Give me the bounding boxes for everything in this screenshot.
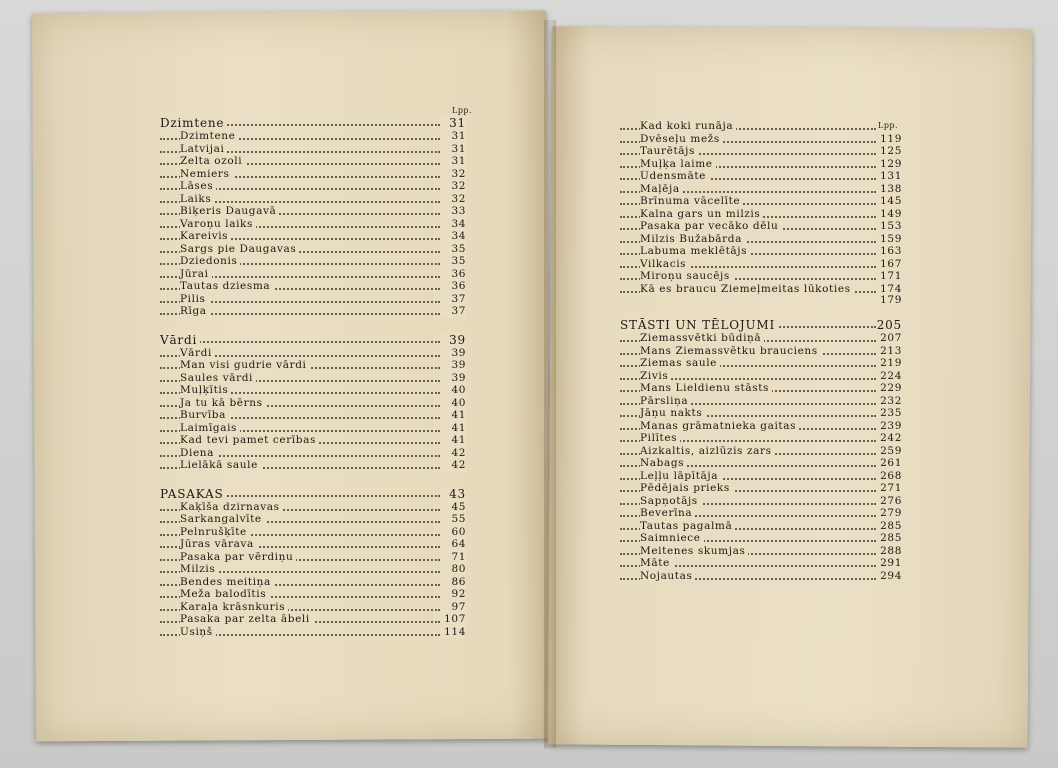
toc-entry xyxy=(160,205,466,218)
toc-entry xyxy=(160,563,466,576)
page-number: 153 xyxy=(876,220,902,233)
entry-title: Jūrai xyxy=(180,268,212,280)
page-number: 276 xyxy=(876,495,902,508)
entry-title: Diena xyxy=(180,447,217,459)
entry-title: Varoņu laiks xyxy=(180,218,256,230)
entry-title: Kareivis xyxy=(180,230,231,242)
page-number: 97 xyxy=(440,601,466,614)
page-number: 45 xyxy=(440,501,466,514)
entry-title: Pilītes xyxy=(640,432,680,444)
entry-title: Ūsiņš xyxy=(180,626,216,638)
entry-title: Latvijai xyxy=(180,143,227,155)
page-number: 31 xyxy=(440,130,466,143)
entry-title: Pārsliņa xyxy=(640,395,691,407)
page-number: 232 xyxy=(876,395,902,408)
toc-entry xyxy=(620,208,902,221)
page-number: 55 xyxy=(440,513,466,526)
entry-title: Kaķīša dzirnavas xyxy=(180,501,283,513)
page-number: 41 xyxy=(440,409,466,422)
page-number: 159 xyxy=(876,233,902,246)
entry-title: Biķeris Daugavā xyxy=(180,205,279,217)
section-title: PASAKAS xyxy=(160,487,227,501)
toc-left xyxy=(160,116,466,638)
toc-entry xyxy=(620,283,902,296)
toc-entry xyxy=(620,507,902,520)
entry-title: Ziemas saule xyxy=(640,357,720,369)
page-number: 167 xyxy=(876,258,902,271)
page-number: 39 xyxy=(440,347,466,360)
page-number: 107 xyxy=(440,613,466,626)
page-number: 207 xyxy=(876,332,902,345)
toc-entry xyxy=(620,120,902,133)
entry-title: Burvība xyxy=(180,409,229,421)
toc-entry xyxy=(160,397,466,410)
toc-entry xyxy=(160,168,466,181)
toc-entry xyxy=(620,158,902,171)
entry-title: Karaļa krāsnkuris xyxy=(180,601,288,613)
entry-title: Nojautas xyxy=(640,570,695,582)
toc-entry xyxy=(620,520,902,533)
page-number: 32 xyxy=(440,180,466,193)
toc-entry xyxy=(160,588,466,601)
toc-entry xyxy=(620,195,902,208)
page-number: 174 xyxy=(876,283,902,296)
entry-title: Mans Ziemassvētku brauciens xyxy=(640,345,821,357)
toc-entry xyxy=(160,422,466,435)
page-number: 131 xyxy=(876,170,902,183)
entry-title: Dvēseļu mežs xyxy=(640,133,723,145)
page-number: 34 xyxy=(440,230,466,243)
page-number: 149 xyxy=(876,208,902,221)
page-number: 41 xyxy=(440,422,466,435)
toc-entry xyxy=(620,445,902,458)
toc-entry xyxy=(620,357,902,370)
page-number: 235 xyxy=(876,407,902,420)
page-number: 279 xyxy=(876,507,902,520)
section-title: Vārdi xyxy=(160,333,200,347)
entry-title: Pilis xyxy=(180,293,209,305)
toc-entry xyxy=(160,130,466,143)
toc-entry xyxy=(620,395,902,408)
entry-title: Pēdējais prieks xyxy=(640,482,733,494)
page-number: 261 xyxy=(876,457,902,470)
entry-title: Kā es braucu Ziemeļmeitas lūkoties xyxy=(640,283,854,295)
page-number: 291 xyxy=(876,557,902,570)
entry-title: Ja tu kā bērns xyxy=(180,397,266,409)
entry-title: Labuma meklētājs xyxy=(640,245,750,257)
toc-entry xyxy=(160,526,466,539)
toc-section-heading xyxy=(160,487,466,501)
page-number: 42 xyxy=(440,447,466,460)
entry-title: Jāņu nakts xyxy=(640,407,705,419)
toc-entry xyxy=(620,407,902,420)
entry-title: Pelnrušķīte xyxy=(180,526,250,538)
page-number: 92 xyxy=(440,588,466,601)
page-number: 294 xyxy=(876,570,902,583)
page-number: 36 xyxy=(440,280,466,293)
page-number: 60 xyxy=(440,526,466,539)
page-number: 64 xyxy=(440,538,466,551)
toc-entry xyxy=(160,230,466,243)
toc-entry xyxy=(620,245,902,258)
entry-title: Lāses xyxy=(180,180,216,192)
entry-title: Beverīna xyxy=(640,507,695,519)
toc-entry xyxy=(160,447,466,460)
page-number: 34 xyxy=(440,218,466,231)
page-number: 31 xyxy=(440,155,466,168)
entry-title: Pasaka par vecāko dēlu xyxy=(640,220,781,232)
toc-entry xyxy=(160,280,466,293)
toc-entry xyxy=(620,432,902,445)
page-number: 37 xyxy=(440,305,466,318)
entry-title: Jūras vārava xyxy=(180,538,257,550)
page-number: 41 xyxy=(440,434,466,447)
toc-section-heading xyxy=(160,116,466,130)
toc-entry xyxy=(620,170,902,183)
entry-title: Tautas pagalmā xyxy=(640,520,735,532)
toc-entry xyxy=(160,434,466,447)
entry-title: Manas grāmatnieka gaitas xyxy=(640,420,799,432)
entry-title: Dziedonis xyxy=(180,255,240,267)
toc-entry xyxy=(160,143,466,156)
page-number: 39 xyxy=(440,333,466,347)
page-number: 163 xyxy=(876,245,902,258)
toc-entry xyxy=(620,382,902,395)
dot-leader xyxy=(160,333,440,343)
entry-title: Māte xyxy=(640,557,673,569)
toc-entry xyxy=(160,255,466,268)
toc-entry xyxy=(160,218,466,231)
page-number: 213 xyxy=(876,345,902,358)
page-number: 36 xyxy=(440,268,466,281)
entry-title: Bendes meitiņa xyxy=(180,576,274,588)
toc-entry xyxy=(160,459,466,472)
entry-title: Rīga xyxy=(180,305,210,317)
entry-title: Kad koki runāja xyxy=(640,120,736,132)
page-number: 239 xyxy=(876,420,902,433)
page-number: 285 xyxy=(876,520,902,533)
page-number: 32 xyxy=(440,193,466,206)
toc-entry xyxy=(620,470,902,483)
toc-entry xyxy=(160,409,466,422)
toc-entry xyxy=(160,305,466,318)
page-number: 35 xyxy=(440,255,466,268)
toc-entry xyxy=(160,551,466,564)
page-number: 32 xyxy=(440,168,466,181)
toc-entry xyxy=(620,570,902,583)
toc-entry xyxy=(620,133,902,146)
toc-entry xyxy=(620,345,902,358)
entry-title: Zelta ozoli xyxy=(180,155,245,167)
page-number: 285 xyxy=(876,532,902,545)
toc-entry xyxy=(160,180,466,193)
page-number: 80 xyxy=(440,563,466,576)
toc-entry xyxy=(620,332,902,345)
entry-title: Dzimtene xyxy=(180,130,238,142)
page-number: 119 xyxy=(876,133,902,146)
toc-entry xyxy=(620,233,902,246)
entry-title: Sarkangalvīte xyxy=(180,513,265,525)
entry-title: Vārdi xyxy=(180,347,215,359)
entry-title: Taurētājs xyxy=(640,145,698,157)
entry-title: Brīnuma vācelīte xyxy=(640,195,743,207)
toc-entry xyxy=(160,359,466,372)
page-number: 31 xyxy=(440,143,466,156)
entry-title: Miroņu saucējs xyxy=(640,270,733,282)
book-gutter xyxy=(544,20,556,748)
entry-title: Kad tevi pamet cerības xyxy=(180,434,319,446)
page-number: 224 xyxy=(876,370,902,383)
toc-entry xyxy=(620,557,902,570)
page-number: 42 xyxy=(440,459,466,472)
entry-title: Laimīgais xyxy=(180,422,240,434)
toc-entry xyxy=(620,482,902,495)
toc-entry xyxy=(620,457,902,470)
entry-title: Tautas dziesma xyxy=(180,280,273,292)
page-number: 39 xyxy=(440,359,466,372)
entry-title: Pasaka par vērdiņu xyxy=(180,551,296,563)
page-number: 35 xyxy=(440,243,466,256)
entry-title: Vilkacis xyxy=(640,258,689,270)
entry-title: Saimniece xyxy=(640,532,704,544)
page-number: 33 xyxy=(440,205,466,218)
page-number: 288 xyxy=(876,545,902,558)
toc-entry xyxy=(620,220,902,233)
toc-entry xyxy=(620,258,902,271)
toc-section-heading xyxy=(160,333,466,347)
section-title: Dzimtene xyxy=(160,116,227,130)
toc-entry xyxy=(160,538,466,551)
entry-title: Muļķa laime xyxy=(640,158,716,170)
toc-entry xyxy=(160,613,466,626)
entry-title: Sapņotājs xyxy=(640,495,701,507)
entry-title: Nemiers xyxy=(180,168,233,180)
toc-entry xyxy=(160,626,466,639)
entry-title: Leļļu lāpītāja xyxy=(640,470,721,482)
page-number: 114 xyxy=(440,626,466,639)
toc-entry xyxy=(620,270,902,283)
entry-title: Man visi gudrie vārdi xyxy=(180,359,310,371)
entry-title: Lielākā saule xyxy=(180,459,261,471)
toc-entry xyxy=(160,155,466,168)
toc-entry xyxy=(620,420,902,433)
page-number: 145 xyxy=(876,195,902,208)
entry-title: Meitenes skumjas xyxy=(640,545,748,557)
toc-entry xyxy=(160,501,466,514)
toc-entry xyxy=(620,145,902,158)
toc-section-heading xyxy=(620,318,902,332)
entry-title: Sargs pie Daugavas xyxy=(180,243,299,255)
page-number: 259 xyxy=(876,445,902,458)
entry-title: Muļķītis xyxy=(180,384,231,396)
page-number: 125 xyxy=(876,145,902,158)
entry-title: Nabags xyxy=(640,457,687,469)
page-number: 40 xyxy=(440,384,466,397)
entry-title: Ūdensmāte xyxy=(640,170,709,182)
toc-entry xyxy=(160,268,466,281)
toc-entry xyxy=(620,532,902,545)
page-number: 71 xyxy=(440,551,466,564)
page-number: 229 xyxy=(876,382,902,395)
toc-entry xyxy=(620,495,902,508)
page-number: 179 xyxy=(880,295,902,306)
entry-title: Maļēja xyxy=(640,183,683,195)
page-number: 205 xyxy=(876,318,902,332)
toc-right xyxy=(620,120,902,582)
entry-title: Saules vārdi xyxy=(180,372,256,384)
toc-entry xyxy=(620,183,902,196)
toc-entry xyxy=(160,243,466,256)
page-number: 40 xyxy=(440,397,466,410)
page-number: 39 xyxy=(440,372,466,385)
page-number: 37 xyxy=(440,293,466,306)
toc-entry xyxy=(160,347,466,360)
toc-entry xyxy=(160,576,466,589)
toc-entry xyxy=(160,384,466,397)
entry-title: Milzis xyxy=(180,563,218,575)
page-number: 129 xyxy=(876,158,902,171)
page-number: 242 xyxy=(876,432,902,445)
lpp-label-right: Lpp. xyxy=(878,121,899,130)
page-number: 43 xyxy=(440,487,466,501)
toc-entry xyxy=(160,601,466,614)
entry-title: Aizkaltis, aizlūzis zars xyxy=(640,445,775,457)
toc-entry xyxy=(620,545,902,558)
lpp-label-left: Lpp. xyxy=(452,106,473,115)
page-number: 138 xyxy=(876,183,902,196)
page-number: 86 xyxy=(440,576,466,589)
toc-entry xyxy=(160,293,466,306)
entry-title: Meža balodītis xyxy=(180,588,269,600)
page-number: 219 xyxy=(876,357,902,370)
entry-title: Zivis xyxy=(640,370,671,382)
page-number: 31 xyxy=(440,116,466,130)
toc-entry xyxy=(620,370,902,383)
page-number: 271 xyxy=(876,482,902,495)
entry-title: Kalna gars un milzis xyxy=(640,208,763,220)
entry-title: Ziemassvētki būdiņā xyxy=(640,332,764,344)
entry-title: Pasaka par zelta ābeli xyxy=(180,613,313,625)
section-title: STĀSTI UN TĒLOJUMI xyxy=(620,318,778,332)
toc-continuation-page xyxy=(620,295,902,306)
entry-title: Mans Lieldienu stāsts xyxy=(640,382,772,394)
toc-entry xyxy=(160,372,466,385)
toc-entry xyxy=(160,513,466,526)
page-number: 171 xyxy=(876,270,902,283)
page-number: 268 xyxy=(876,470,902,483)
entry-title: Laiks xyxy=(180,193,214,205)
entry-title: Milzis Bužabārda xyxy=(640,233,745,245)
toc-entry xyxy=(160,193,466,206)
